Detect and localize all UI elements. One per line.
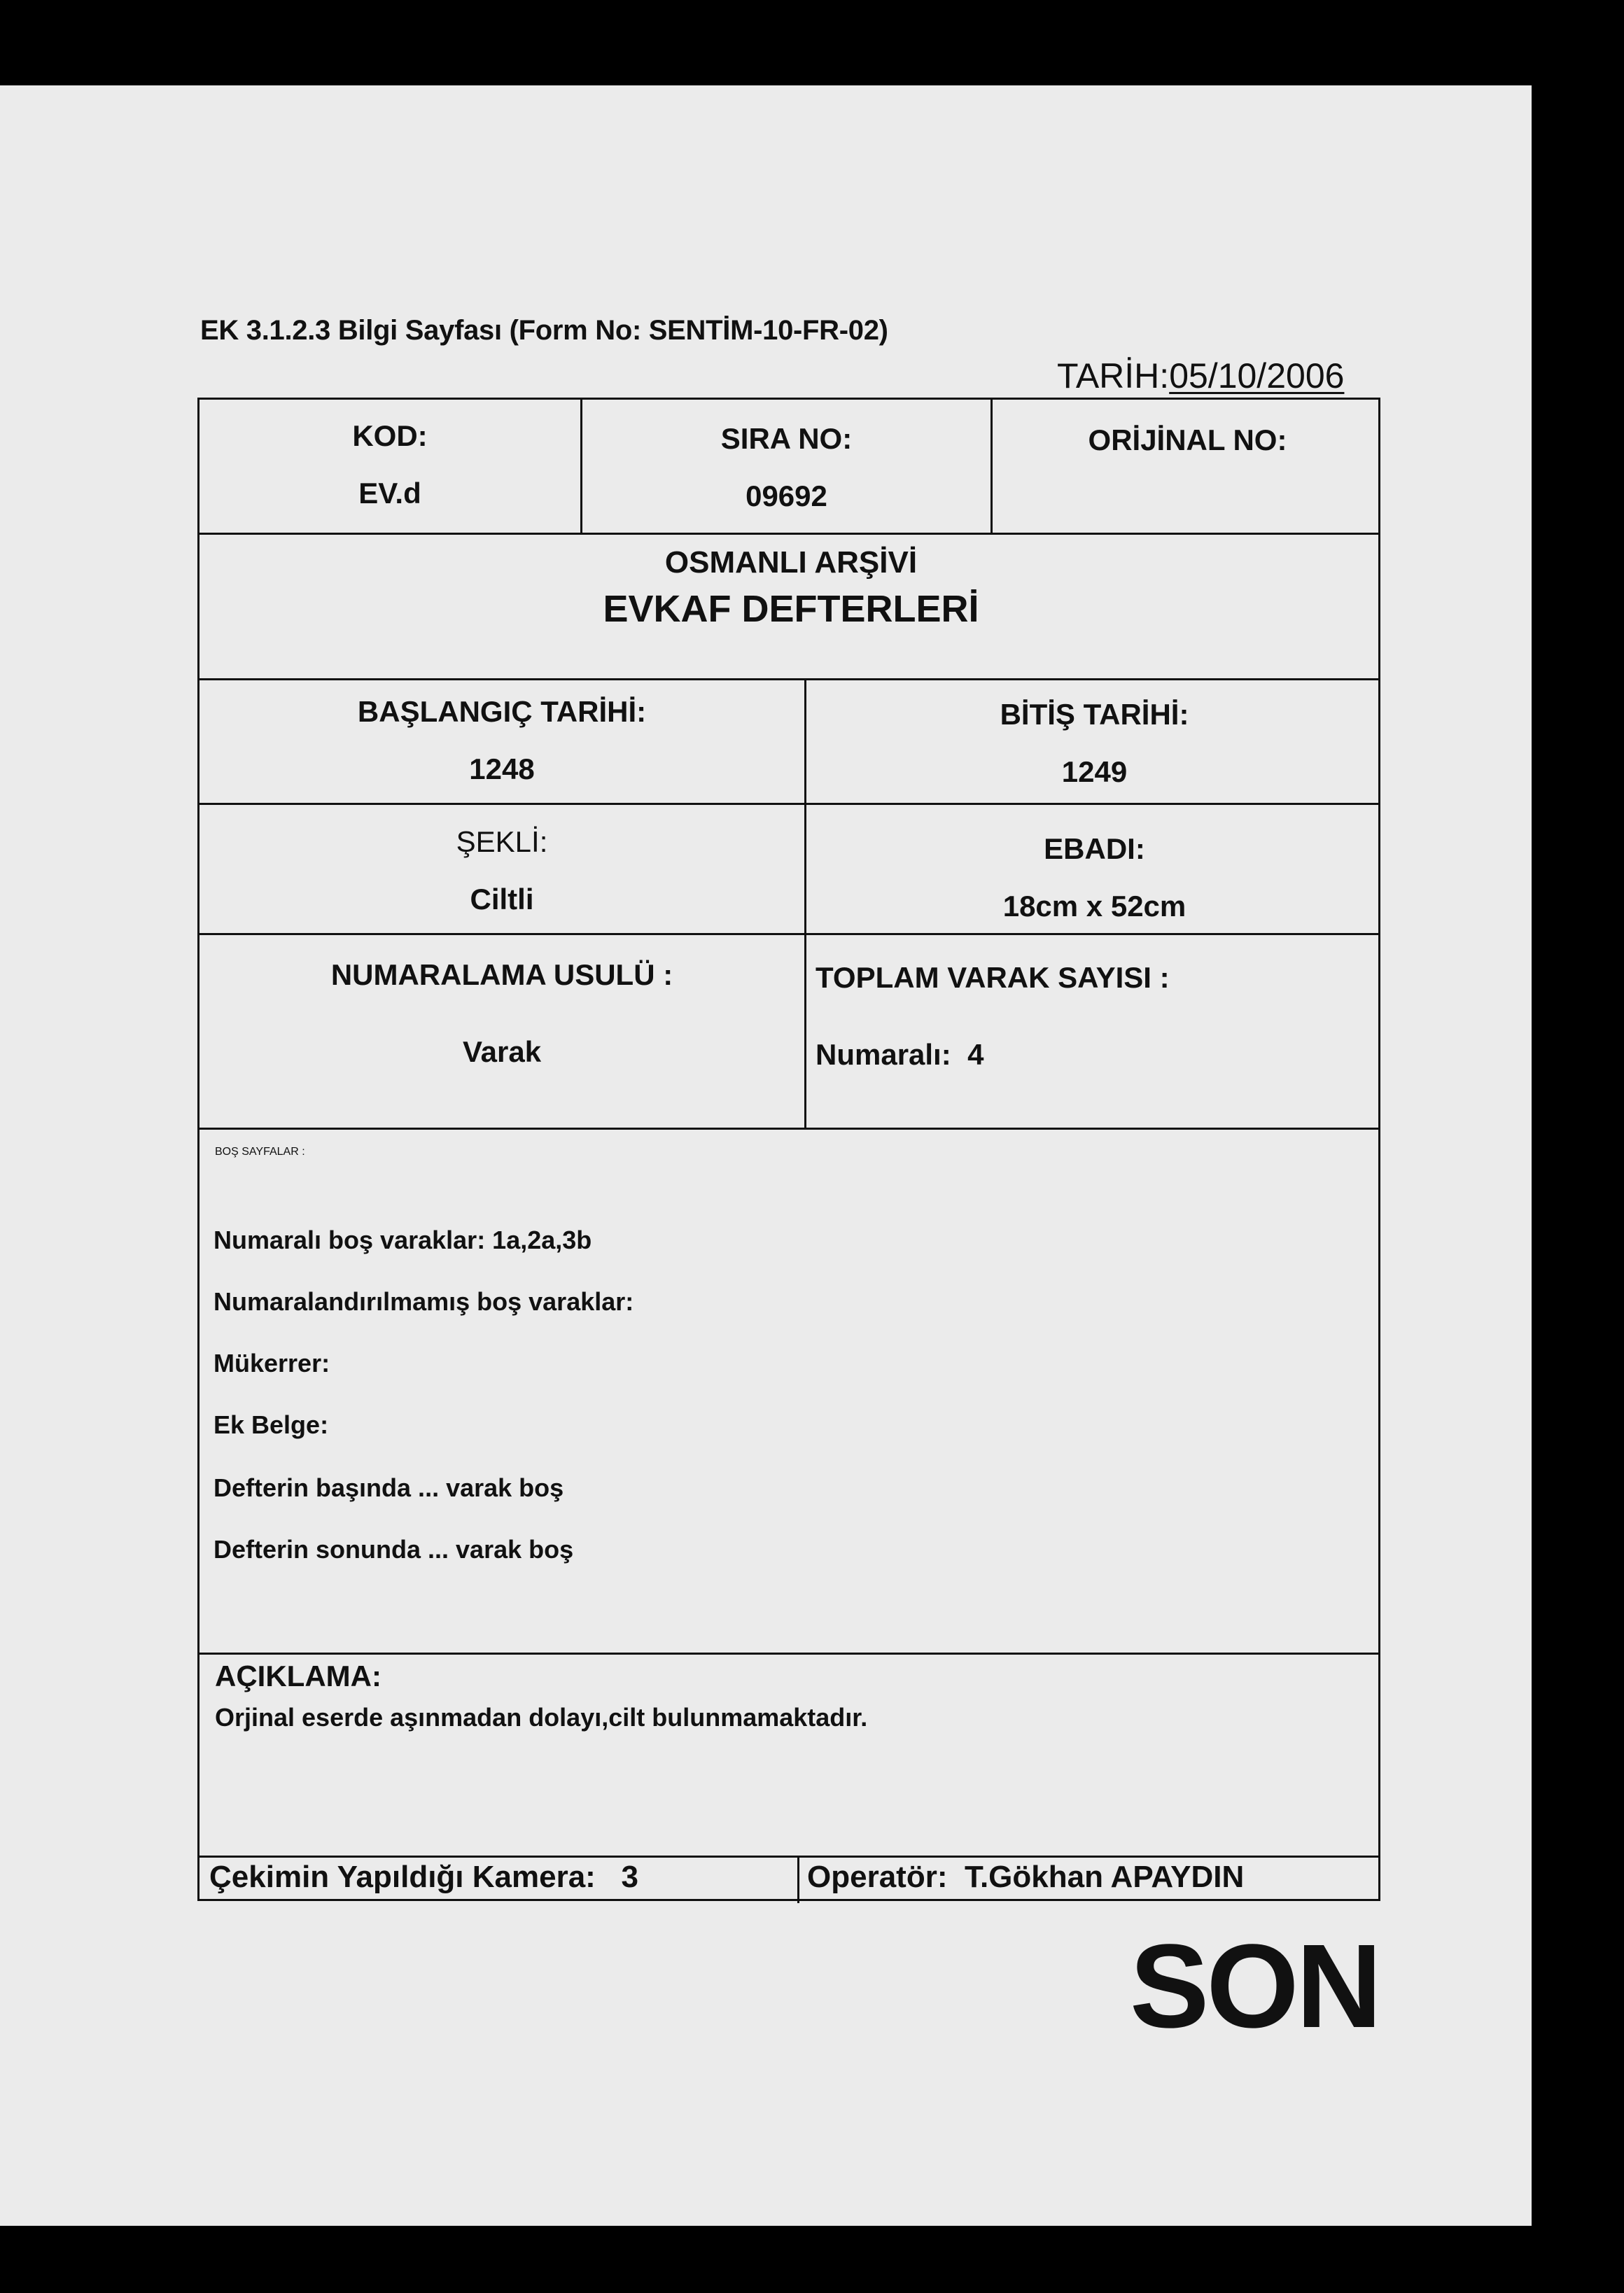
- date-value: 05/10/2006: [1169, 356, 1345, 395]
- row-divider: [200, 1128, 1378, 1130]
- date-label: TARİH:: [1057, 356, 1170, 395]
- row-divider: [200, 933, 1378, 935]
- end-mark: SON: [1130, 1920, 1380, 2053]
- row-divider: [200, 678, 1378, 680]
- ebadi-cell: [806, 832, 1382, 923]
- archive-cell: [200, 545, 1382, 631]
- form-title: EK 3.1.2.3 Bilgi Sayfası (Form No: SENTİM-10-FR-02): [200, 315, 888, 346]
- operator-value: T.Gökhan APAYDIN: [964, 1860, 1245, 1894]
- numaralama-value: Varak: [462, 1035, 542, 1068]
- sekli-label: ŞEKLİ:: [456, 825, 548, 858]
- col-divider: [990, 400, 993, 533]
- numarali-label: Numaralı:: [816, 1038, 951, 1071]
- date-line: [1057, 356, 1344, 396]
- end-date-cell: [806, 698, 1382, 789]
- numaralama-cell: [200, 958, 804, 1069]
- sira-no-label: SIRA NO:: [720, 422, 853, 455]
- row-divider: [200, 1856, 1378, 1858]
- ebadi-value: 18cm x 52cm: [1002, 890, 1186, 923]
- sira-no-value: 09692: [746, 479, 827, 512]
- start-date-label: BAŞLANGIÇ TARİHİ:: [357, 695, 647, 728]
- bos-line: Numaralı boş varaklar: 1a,2a,3b: [214, 1226, 592, 1254]
- bos-line: Defterin sonunda ... varak boş: [214, 1535, 574, 1564]
- aciklama-text: Orjinal eserde aşınmadan dolayı,cilt bulunmamaktadır.: [215, 1703, 868, 1732]
- operator-label: Operatör:: [807, 1860, 948, 1894]
- row-divider: [200, 533, 1378, 535]
- bos-line: Ek Belge:: [214, 1410, 329, 1439]
- row-divider: [200, 1653, 1378, 1655]
- orijinal-no-label: ORİJİNAL NO:: [1088, 423, 1287, 456]
- archive-name: OSMANLI ARŞİVİ: [664, 545, 918, 580]
- aciklama-label: AÇIKLAMA:: [215, 1660, 382, 1692]
- kod-cell: [200, 419, 580, 510]
- orijinal-no-cell: [993, 423, 1382, 457]
- kod-label: KOD:: [352, 419, 428, 452]
- sekli-cell: [200, 825, 804, 916]
- toplam-varak-value: [816, 1038, 1382, 1072]
- collection-name: EVKAF DEFTERLERİ: [603, 588, 979, 630]
- sekli-value: Ciltli: [470, 883, 534, 916]
- bos-line: Mükerrer:: [214, 1349, 330, 1377]
- info-form-table: [197, 398, 1380, 1901]
- start-date-cell: [200, 695, 804, 786]
- toplam-varak-cell: [816, 961, 1382, 1072]
- toplam-varak-label: TOPLAM VARAK SAYISI :: [816, 961, 1170, 994]
- col-divider: [797, 1856, 799, 1903]
- bos-line: Defterin başında ... varak boş: [214, 1473, 564, 1502]
- ebadi-label: EBADI:: [1044, 832, 1145, 865]
- bos-line: Numaralandırılmamış boş varaklar:: [214, 1287, 634, 1316]
- camera-value: 3: [621, 1860, 638, 1894]
- operator-info: [807, 1860, 1244, 1895]
- kod-value: EV.d: [358, 477, 421, 510]
- bos-sayfalar-label: BOŞ SAYFALAR :: [215, 1146, 305, 1158]
- camera-info: [209, 1860, 638, 1895]
- sira-no-cell: [582, 422, 990, 513]
- end-date-label: BİTİŞ TARİHİ:: [1000, 698, 1189, 731]
- numaralama-label: NUMARALAMA USULÜ :: [330, 958, 673, 991]
- numarali-value: 4: [967, 1038, 984, 1071]
- end-date-value: 1249: [1061, 755, 1128, 788]
- start-date-value: 1248: [469, 752, 535, 785]
- camera-label: Çekimin Yapıldığı Kamera:: [209, 1860, 596, 1894]
- row-divider: [200, 803, 1378, 805]
